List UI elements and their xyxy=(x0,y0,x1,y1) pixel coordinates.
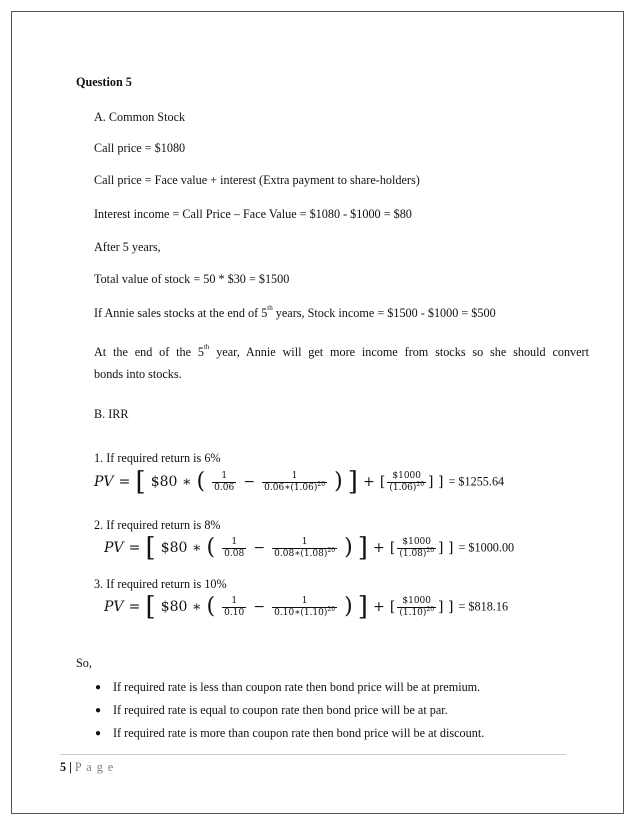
call-price-definition: Call price = Face value + interest (Extra payment to share-holders) xyxy=(94,173,420,187)
fraction-rate xyxy=(222,537,246,559)
annie-sales-line xyxy=(94,306,496,321)
paren-open: ( xyxy=(196,469,206,494)
fraction-rate xyxy=(222,596,246,618)
growth-factor: (1.06) xyxy=(389,482,417,493)
exponent: 20 xyxy=(327,605,336,613)
fraction-denominator: $0.08∗(1.08)^{20}$ xyxy=(274,546,336,559)
fraction-numerator: $1000 xyxy=(397,537,436,548)
fraction-numerator: 1 xyxy=(272,537,337,548)
fraction-numerator: 1 xyxy=(262,471,327,482)
exponent: 20 xyxy=(317,480,326,488)
fraction-denominator xyxy=(397,605,436,618)
fraction-numerator: 1 xyxy=(272,596,337,607)
pv-result: = $1000.00 xyxy=(458,540,515,555)
fraction-face xyxy=(397,537,436,559)
plus-sign: + xyxy=(373,540,385,556)
rate-value: 0.08 xyxy=(274,548,295,559)
small-bracket-open: [ xyxy=(379,474,386,490)
growth-factor: (1.08) xyxy=(399,548,427,559)
page-number: 5 xyxy=(60,760,67,774)
plus-sign: + xyxy=(363,474,375,490)
small-bracket-close: ] ] xyxy=(438,540,454,556)
pv-result: = $1255.64 xyxy=(448,474,505,489)
small-bracket-open: [ xyxy=(389,540,396,556)
paren-close: ) xyxy=(334,469,343,494)
bracket-close: ] xyxy=(357,533,368,563)
bullet-item-2: If required rate is equal to coupon rate then bond price will be at par. xyxy=(113,703,448,717)
fraction-numerator: $1000 xyxy=(387,471,426,482)
fraction-denominator: $0.06∗(1.06)^{20}$ xyxy=(264,480,326,493)
bullet-icon: ● xyxy=(95,682,102,693)
equals-sign: = xyxy=(128,599,141,615)
conclusion-text: At the end of the 5 xyxy=(94,345,204,359)
fraction-annuity xyxy=(272,596,337,618)
irr-label-3: 3. If required return is 10% xyxy=(94,577,227,591)
irr-label-1: 1. If required return is 6% xyxy=(94,451,221,465)
annie-sales-text: If Annie sales stocks at the end of 5 xyxy=(94,306,268,320)
section-b-title: B. IRR xyxy=(94,407,129,421)
plus-sign: + xyxy=(373,599,385,615)
minus-sign: − xyxy=(253,599,266,615)
paren-close: ) xyxy=(344,535,353,560)
pv-formula-3 xyxy=(104,594,508,620)
minus-sign: − xyxy=(253,540,266,556)
growth-factor: (1.08) xyxy=(300,548,328,559)
bullet-item-3: If required rate is more than coupon rate then bond price will be at discount. xyxy=(113,726,485,740)
pv-symbol: PV xyxy=(104,599,124,615)
irr-label-2: 2. If required return is 8% xyxy=(94,518,221,532)
minus-sign: − xyxy=(243,474,256,490)
footer-divider xyxy=(60,754,566,755)
coupon-term: $80 ∗ xyxy=(160,540,202,556)
exponent: 20 xyxy=(426,546,435,554)
pv-formula-1 xyxy=(94,469,504,495)
exponent: 20 xyxy=(426,605,435,613)
conclusion-line xyxy=(94,345,589,360)
bullet-icon: ● xyxy=(95,728,102,739)
page-footer xyxy=(60,760,114,775)
footer-separator: | xyxy=(66,760,75,774)
pv-result: = $818.16 xyxy=(458,599,509,614)
fraction-face xyxy=(397,596,436,618)
fraction-denominator: $0.10∗(1.10)^{20}$ xyxy=(274,605,336,618)
fraction-denominator: 0.06 xyxy=(214,482,235,493)
pv-symbol: PV xyxy=(94,474,114,490)
fraction-numerator: 1 xyxy=(212,471,236,482)
after-years-line: After 5 years, xyxy=(94,240,161,254)
rate-value: 0.10 xyxy=(274,607,295,618)
fraction-denominator: 0.10 xyxy=(224,607,245,618)
question-heading: Question 5 xyxy=(76,75,132,89)
bracket-close: ] xyxy=(357,592,368,622)
conclusion-sup: th xyxy=(203,343,210,351)
growth-factor: (1.10) xyxy=(399,607,427,618)
small-bracket-close: ] ] xyxy=(428,474,444,490)
pv-symbol: PV xyxy=(104,540,124,556)
paren-close: ) xyxy=(344,594,353,619)
paren-open: ( xyxy=(206,594,216,619)
bullet-item-1: If required rate is less than coupon rate then bond price will be at premium. xyxy=(113,680,481,694)
exponent: 20 xyxy=(416,480,425,488)
exponent: 20 xyxy=(327,546,336,554)
bracket-close: ] xyxy=(347,467,358,497)
page-label: P a g e xyxy=(74,760,115,774)
coupon-term: $80 ∗ xyxy=(150,474,192,490)
annie-sales-sup: th xyxy=(267,304,273,312)
equals-sign: = xyxy=(128,540,141,556)
equals-sign: = xyxy=(118,474,131,490)
small-bracket-close: ] ] xyxy=(438,599,454,615)
pv-formula-2 xyxy=(104,535,514,561)
fraction-numerator: $1000 xyxy=(397,596,436,607)
so-line: So, xyxy=(76,656,92,670)
conclusion-text-end: year, Annie will get more income from stocks so she should convert xyxy=(209,345,589,359)
fraction-numerator: 1 xyxy=(222,596,246,607)
bracket-open: [ xyxy=(145,592,156,622)
rate-value: 0.06 xyxy=(264,482,285,493)
fraction-numerator: 1 xyxy=(222,537,246,548)
fraction-annuity xyxy=(272,537,337,559)
paren-open: ( xyxy=(206,535,216,560)
total-value-line: Total value of stock = 50 * $30 = $1500 xyxy=(94,272,290,286)
interest-income-line: Interest income = Call Price – Face Value = $1080 - $1000 = $80 xyxy=(94,207,412,221)
annie-sales-text-end: years, Stock income = $1500 - $1000 = $500 xyxy=(272,306,496,320)
conclusion-line-2: bonds into stocks. xyxy=(94,367,182,381)
fraction-face xyxy=(387,471,426,493)
bullet-icon: ● xyxy=(95,705,102,716)
small-bracket-open: [ xyxy=(389,599,396,615)
section-a-title: A. Common Stock xyxy=(94,110,186,124)
growth-factor: (1.06) xyxy=(290,482,318,493)
bracket-open: [ xyxy=(135,467,146,497)
bracket-open: [ xyxy=(145,533,156,563)
coupon-term: $80 ∗ xyxy=(160,599,202,615)
call-price-line: Call price = $1080 xyxy=(94,141,186,155)
fraction-annuity xyxy=(262,471,327,493)
fraction-denominator xyxy=(397,546,436,559)
growth-factor: (1.10) xyxy=(300,607,328,618)
fraction-denominator xyxy=(387,480,426,493)
fraction-rate xyxy=(212,471,236,493)
fraction-denominator: 0.08 xyxy=(224,548,245,559)
